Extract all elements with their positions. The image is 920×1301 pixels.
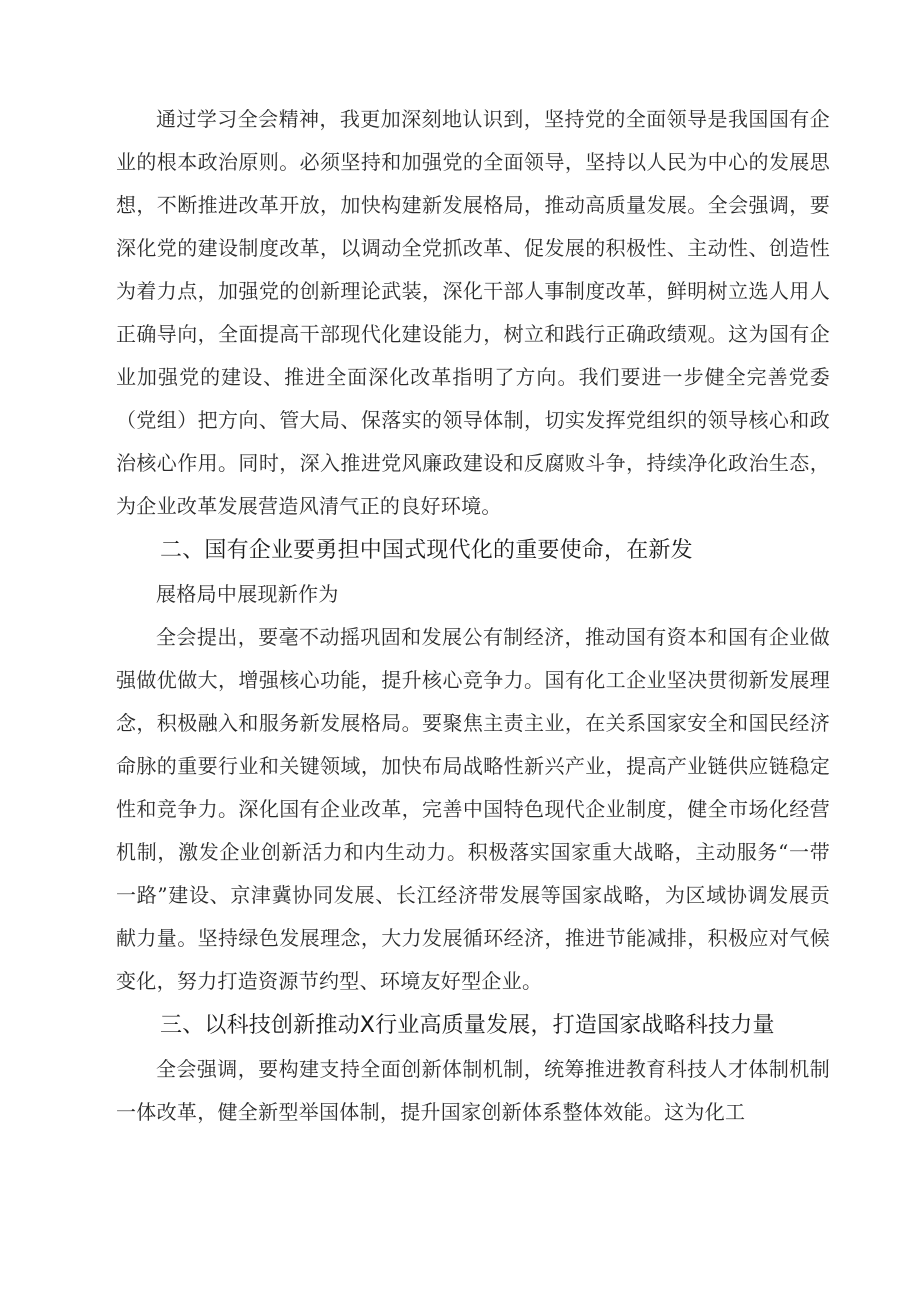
document-body [116, 98, 830, 1134]
section-heading-2-continued: 展格局中展现新作为 [156, 582, 339, 606]
section-heading-3: 三、以科技创新推动X行业高质量发展，打造国家战略科技力量 [160, 1013, 775, 1038]
paragraph-1: 通过学习全会精神，我更加深刻地认识到，坚持党的全面领导是我国国有企业的根本政治原则。必须坚持和加强党的全面领导，坚持以人民为中心的发展思想，不断推进改革开放，加快构建新发展格局，推动高质量发展。全会强调，要深化党的建设制度改革，以调动全党抓改革、促发展的积极性、主动性、创造性为着力点，加强党的创新理论武装，深化干部人事制度改革，鲜明树立选人用人正确导向，全面提高干部现代化建设能力，树立和践行正确政绩观。这为国有企业加强党的建设、推进全面深化改革指明了方向。我们要进一步健全完善党委（党组）把方向、管大局、保落实的领导体制，切实发挥党组织的领导核心和政治核心作用。同时，深入推进党风廉政建设和反腐败斗争，持续净化政治生态，为企业改革发展营造风清气正的良好环境。 [116, 107, 830, 518]
paragraph-2: 全会提出，要毫不动摇巩固和发展公有制经济，推动国有资本和国有企业做强做优做大，增强核心功能，提升核心竞争力。国有化工企业坚决贯彻新发展理念，积极融入和服务新发展格局。要聚焦主责主业，在关系国家安全和国民经济命脉的重要行业和关键领域，加快布局战略性新兴产业，提高产业链供应链稳定性和竞争力。深化国有企业改革，完善中国特色现代企业制度，健全市场化经营机制，激发企业创新活力和内生动力。积极落实国家重大战略，主动服务“一带一路”建设、京津冀协同发展、长江经济带发展等国家战略，为区域协调发展贡献力量。坚持绿色发展理念，大力发展循环经济，推进节能减排，积极应对气候变化，努力打造资源节约型、环境友好型企业。 [116, 625, 830, 993]
paragraph-3: 全会强调，要构建支持全面创新体制机制，统筹推进教育科技人才体制机制一体改革，健全新型举国体制，提升国家创新体系整体效能。这为化工 [116, 1057, 830, 1124]
section-heading-2: 二、国有企业要勇担中国式现代化的重要使命，在新发 [160, 538, 693, 563]
